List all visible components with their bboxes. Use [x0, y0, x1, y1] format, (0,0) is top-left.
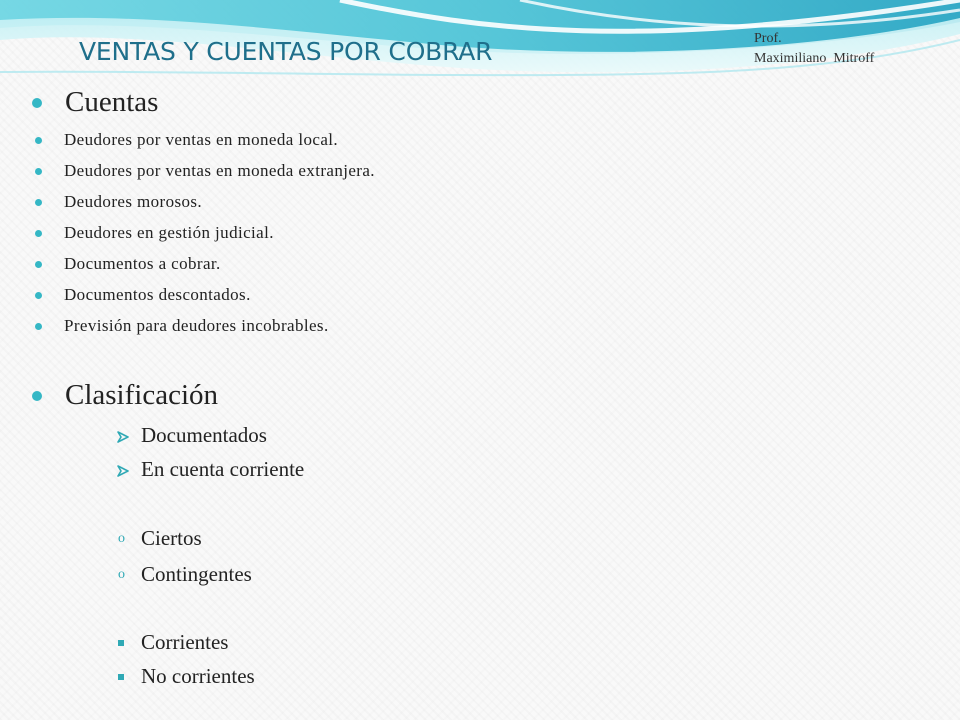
author-credit [754, 29, 874, 69]
list-item: Ciertos [141, 526, 202, 550]
circle-bullet-icon: o [118, 567, 125, 582]
section-heading-clasificacion: Clasificación [65, 379, 219, 411]
list-item: Deudores por ventas en moneda local. [64, 130, 339, 149]
list-item: Previsión para deudores incobrables. [64, 316, 329, 335]
list-item: Deudores en gestión judicial. [64, 223, 274, 242]
bullet-dot-icon [35, 292, 42, 299]
list-item: Contingentes [141, 562, 252, 586]
circle-bullet-icon: o [118, 531, 125, 546]
list-item: Documentos descontados. [64, 285, 251, 304]
list-item: Corrientes [141, 630, 229, 654]
bullet-dot-icon [35, 199, 42, 206]
square-bullet-icon [118, 674, 124, 680]
bullet-dot-icon [35, 230, 42, 237]
arrow-bullet-icon [116, 464, 130, 478]
list-item: Documentos a cobrar. [64, 254, 221, 273]
list-item: En cuenta corriente [141, 457, 305, 481]
bullet-dot-icon [32, 98, 42, 108]
bullet-dot-icon [35, 323, 42, 330]
author-line-2: Maximiliano Mitroff [754, 51, 875, 66]
list-item: No corrientes [141, 664, 255, 688]
bullet-dot-icon [35, 168, 42, 175]
arrow-bullet-icon [116, 430, 130, 444]
author-line-1: Prof. [754, 31, 782, 46]
slide-title: VENTAS Y CUENTAS POR COBRAR [79, 37, 493, 66]
bullet-dot-icon [32, 391, 42, 401]
bullet-dot-icon [35, 137, 42, 144]
list-item: Deudores morosos. [64, 192, 203, 211]
list-item: Deudores por ventas en moneda extranjera. [64, 161, 375, 180]
square-bullet-icon [118, 640, 124, 646]
bullet-dot-icon [35, 261, 42, 268]
section-heading-cuentas: Cuentas [65, 86, 159, 118]
list-item: Documentados [141, 423, 267, 447]
